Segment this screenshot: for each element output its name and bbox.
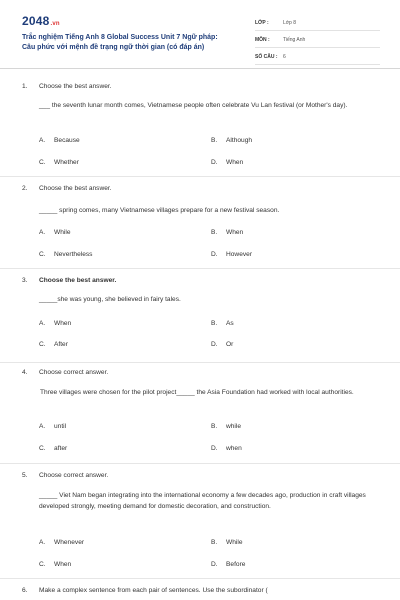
option-letter: D. xyxy=(211,251,218,258)
option-a[interactable] xyxy=(39,421,66,432)
option-c[interactable] xyxy=(39,249,92,260)
site-logo[interactable] xyxy=(22,14,60,28)
question-separator xyxy=(0,463,400,464)
option-c[interactable] xyxy=(39,339,68,350)
option-d[interactable] xyxy=(211,339,233,350)
question-stem: _____ spring comes, many Vietnamese villages prepare for a new festival season. xyxy=(39,207,280,214)
meta-label: SỐ CÂU : xyxy=(255,54,278,60)
option-a[interactable] xyxy=(39,318,71,329)
option-d[interactable] xyxy=(211,157,243,168)
option-text: Although xyxy=(226,137,253,144)
option-text: After xyxy=(54,341,68,348)
question-stem: ___ the seventh lunar month comes, Vietnamese people often celebrate Vu Lan festival (or Mother's day). xyxy=(39,102,348,109)
option-text: As xyxy=(226,320,234,327)
option-d[interactable] xyxy=(211,443,242,454)
meta-row-subject xyxy=(255,31,380,48)
question-stem: Three villages were chosen for the pilot project_____ the Asia Foundation had worked with local authorities. xyxy=(40,389,354,396)
question-separator xyxy=(0,176,400,177)
header xyxy=(0,0,400,68)
option-b[interactable] xyxy=(211,421,241,432)
meta-row-count xyxy=(255,48,380,65)
question-prompt: Choose correct answer. xyxy=(39,472,109,479)
question-number: 6. xyxy=(22,587,28,594)
option-text: When xyxy=(54,320,72,327)
option-text: until xyxy=(54,423,67,430)
option-text: When xyxy=(226,159,244,166)
option-letter: B. xyxy=(211,539,218,546)
header-divider xyxy=(0,68,400,69)
logo-text: 2048 xyxy=(22,14,50,28)
option-text: While xyxy=(226,539,243,546)
question-separator xyxy=(0,578,400,579)
question-number: 2. xyxy=(22,185,28,192)
option-letter: A. xyxy=(39,320,46,327)
option-letter: D. xyxy=(211,341,218,348)
option-letter: B. xyxy=(211,423,218,430)
option-letter: C. xyxy=(39,159,46,166)
option-letter: B. xyxy=(211,320,218,327)
document-title xyxy=(22,33,242,53)
option-text: When xyxy=(226,229,244,236)
meta-label: MÔN : xyxy=(255,37,270,43)
option-text: while xyxy=(226,423,242,430)
question-prompt: Make a complex sentence from each pair of sentences. Use the subordinator ( xyxy=(39,587,268,594)
question-prompt: Choose correct answer. xyxy=(39,369,109,376)
option-letter: A. xyxy=(39,539,46,546)
option-text: However xyxy=(226,251,253,258)
meta-info xyxy=(255,14,380,65)
option-letter: B. xyxy=(211,229,218,236)
option-text: When xyxy=(54,561,72,568)
option-letter: B. xyxy=(211,137,218,144)
meta-label: LỚP : xyxy=(255,20,269,26)
question-prompt: Choose the best answer. xyxy=(39,185,112,192)
option-text: While xyxy=(54,229,71,236)
option-b[interactable] xyxy=(211,537,243,548)
option-text: when xyxy=(226,445,242,452)
option-a[interactable] xyxy=(39,135,80,146)
question-number: 1. xyxy=(22,83,28,90)
question-stem: _____ Viet Nam began integrating into the international economy a few decades ago, production in craft villages developed strongly, meeting demand for domestic decoration, and construction. xyxy=(39,492,366,510)
option-c[interactable] xyxy=(39,443,67,454)
option-letter: C. xyxy=(39,251,46,258)
question-prompt: Choose the best answer. xyxy=(39,83,112,90)
logo-suffix: .vn xyxy=(50,21,60,27)
option-letter: A. xyxy=(39,137,46,144)
meta-value: Tiếng Anh xyxy=(283,37,306,43)
question-separator xyxy=(0,268,400,269)
option-a[interactable] xyxy=(39,227,71,238)
option-d[interactable] xyxy=(211,249,252,260)
question-stem: _____she was young, she believed in fairy tales. xyxy=(39,296,181,303)
question-separator xyxy=(0,362,400,363)
option-b[interactable] xyxy=(211,135,252,146)
option-letter: A. xyxy=(39,423,46,430)
meta-value: Lớp 8 xyxy=(283,20,297,26)
option-text: Whenever xyxy=(54,539,85,546)
option-text: Or xyxy=(226,341,234,348)
question-number: 5. xyxy=(22,472,28,479)
option-c[interactable] xyxy=(39,559,71,570)
meta-row-class xyxy=(255,14,380,31)
option-letter: C. xyxy=(39,341,46,348)
option-letter: D. xyxy=(211,561,218,568)
option-a[interactable] xyxy=(39,537,84,548)
option-b[interactable] xyxy=(211,318,234,329)
option-letter: A. xyxy=(39,229,46,236)
title-line-1: Trắc nghiệm Tiếng Anh 8 Global Success Unit 7 Ngữ pháp: xyxy=(22,34,218,41)
option-text: after xyxy=(54,445,68,452)
option-letter: D. xyxy=(211,159,218,166)
option-letter: C. xyxy=(39,561,46,568)
option-text: Before xyxy=(226,561,246,568)
option-text: Nevertheless xyxy=(54,251,93,258)
option-letter: C. xyxy=(39,445,46,452)
option-b[interactable] xyxy=(211,227,243,238)
question-number: 4. xyxy=(22,369,28,376)
meta-value: 6 xyxy=(283,54,286,60)
option-letter: D. xyxy=(211,445,218,452)
question-number: 3. xyxy=(22,277,28,284)
title-line-2: Câu phức với mệnh đề trạng ngữ thời gian (có đáp án) xyxy=(22,44,205,51)
option-c[interactable] xyxy=(39,157,79,168)
option-text: Because xyxy=(54,137,80,144)
option-d[interactable] xyxy=(211,559,245,570)
question-prompt: Choose the best answer. xyxy=(39,277,117,284)
option-text: Whether xyxy=(54,159,79,166)
